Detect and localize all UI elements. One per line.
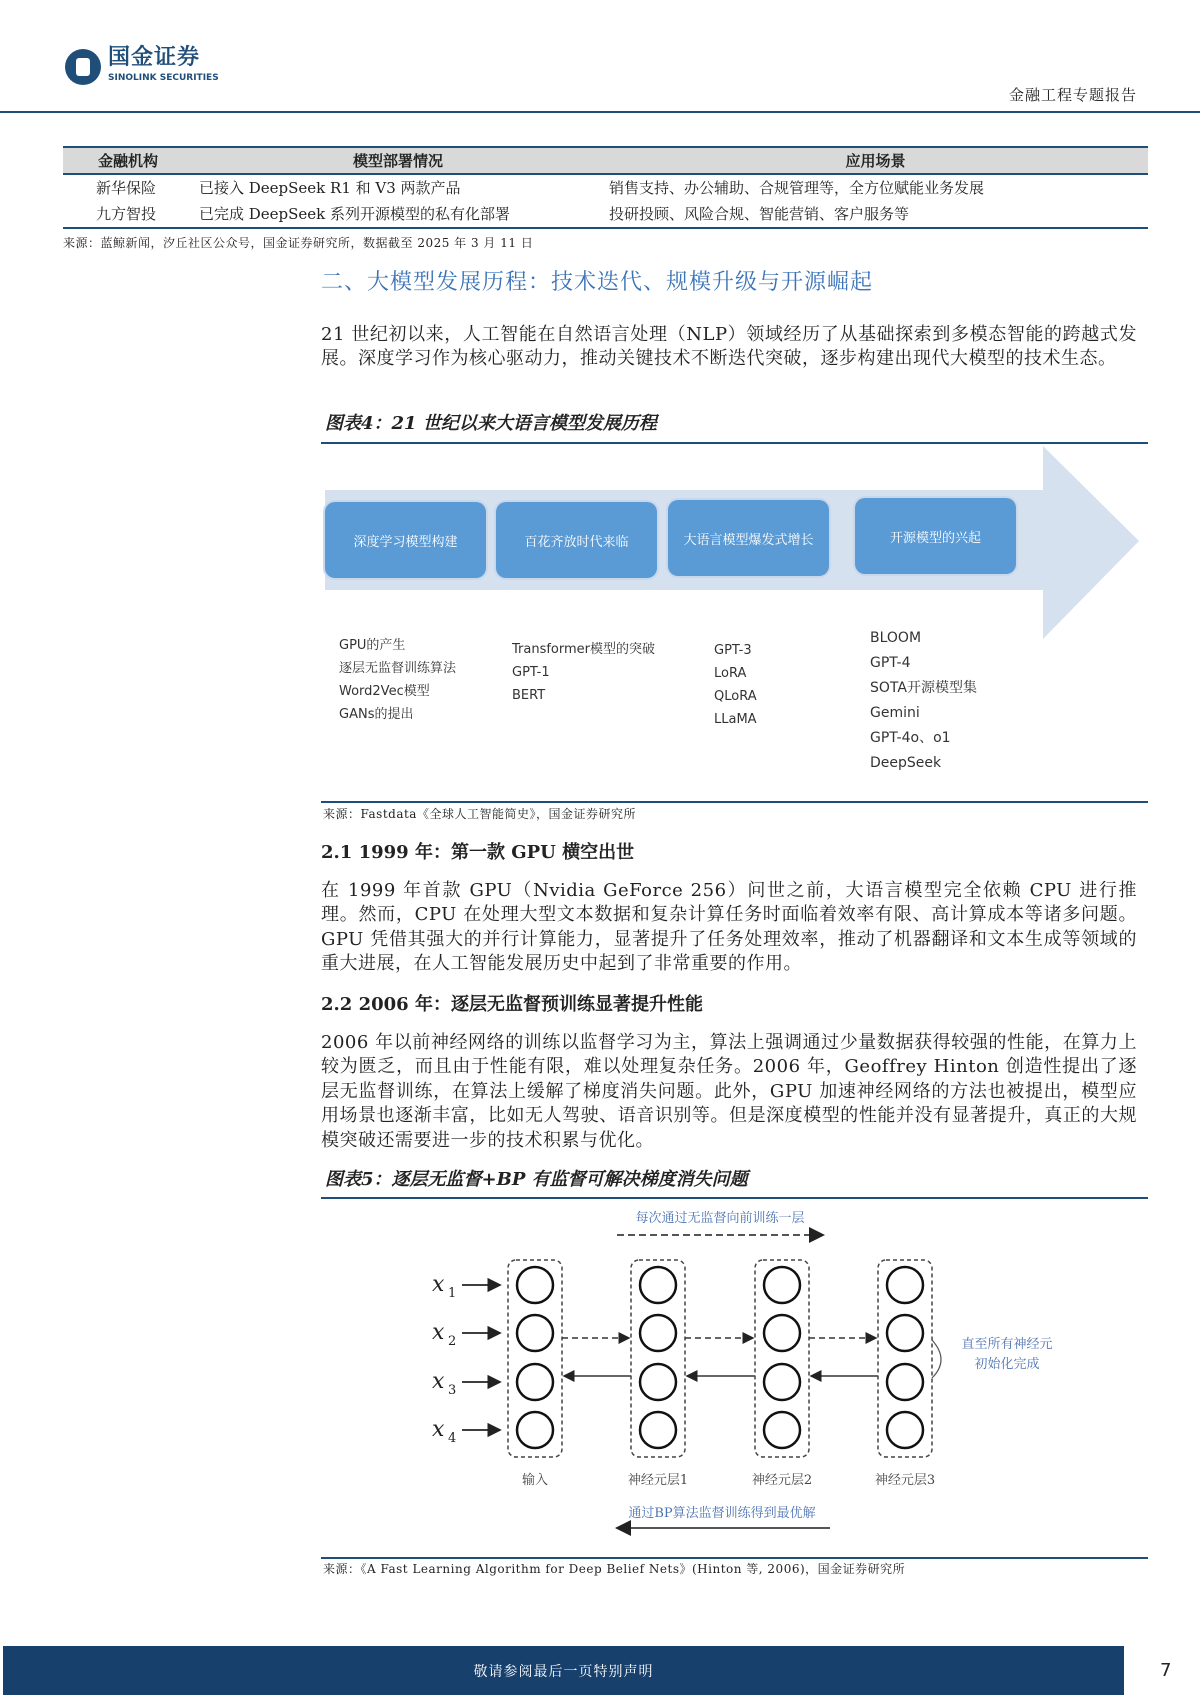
report-type: 金融工程专题报告 xyxy=(1008,86,1137,104)
neuron xyxy=(640,1364,676,1400)
table-cell: 销售支持、办公辅助、合规管理等，全方位赋能业务发展 xyxy=(609,179,985,197)
layer-label: 神经元层1 xyxy=(627,1473,689,1488)
table-header: 模型部署情况 xyxy=(193,147,603,174)
list-item: 逐层无监督训练算法 xyxy=(339,661,457,676)
neuron xyxy=(764,1315,800,1351)
neuron xyxy=(517,1267,553,1303)
list-item: Transformer模型的突破 xyxy=(512,642,656,657)
section-2-2-text: 2006 年以前神经网络的训练以监督学习为主，算法上强调通过少量数据获得较强的性能，在算力上较为匮乏，而且由于性能有限，难以处理复杂任务。2006 年，Geoffrey Hinton 创造性提出了逐层无监督训练，在算法上缓解了梯度消失问题。此外，GPU 加速神经网络的方法也被提出，模型应用场景也逐渐丰富，比如无人驾驶、语音识别等。但是深度模型的性能并没有显著提升，真正的大规模突破还需要进一步的技术积累与优化。 xyxy=(321,1032,1137,1151)
list-item: BERT xyxy=(512,688,546,703)
neuron xyxy=(517,1364,553,1400)
neuron xyxy=(517,1315,553,1351)
table-cell: 已接入 DeepSeek R1 和 V3 两款产品 xyxy=(199,179,461,197)
list-item: GPT-4 xyxy=(870,655,911,671)
input-subscript: 1 xyxy=(448,1286,457,1301)
table-cell: 九方智投 xyxy=(63,201,193,228)
input-subscript: 3 xyxy=(448,1383,457,1398)
list-item: BLOOM xyxy=(870,630,922,646)
figure5-bottom-rule xyxy=(321,1557,1148,1559)
stage-box: 深度学习模型构建 xyxy=(325,502,486,578)
neuron xyxy=(640,1315,676,1351)
list-item: LoRA xyxy=(714,666,747,681)
right-label: 初始化完成 xyxy=(974,1357,1040,1372)
neuron xyxy=(887,1412,923,1448)
neuron xyxy=(764,1364,800,1400)
list-item: GPT-4o、o1 xyxy=(870,730,951,746)
intro-paragraph: 21 世纪初以来，人工智能在自然语言处理（NLP）领域经历了从基础探索到多模态智能的跨越式发展。深度学习作为核心驱动力，推动关键技术不断迭代突破，逐步构建出现代大模型的技术生态。 xyxy=(321,324,1137,370)
page-number: 7 xyxy=(1160,1660,1172,1681)
section-title: 二、大模型发展历程：技术迭代、规模升级与开源崛起 xyxy=(321,270,874,295)
input-label: x xyxy=(432,1417,445,1442)
neuron xyxy=(764,1412,800,1448)
neuron xyxy=(640,1412,676,1448)
bottom-label: 通过BP算法监督训练得到最优解 xyxy=(628,1506,816,1521)
neuron xyxy=(764,1267,800,1303)
neuron xyxy=(887,1267,923,1303)
table-cell: 投研投顾、风险合规、智能营销、客户服务等 xyxy=(603,201,1148,228)
list-item: GPT-1 xyxy=(512,665,550,680)
neuron xyxy=(517,1412,553,1448)
top-label: 每次通过无监督向前训练一层 xyxy=(635,1211,805,1226)
stage-box: 百花齐放时代来临 xyxy=(496,502,657,578)
bracket xyxy=(932,1340,941,1378)
list-item: GANs的提出 xyxy=(339,707,414,722)
footer-notice: 敬请参阅最后一页特别声明 xyxy=(473,1663,654,1680)
logo-text: 国金证券 xyxy=(108,45,201,70)
table-header: 应用场景 xyxy=(603,147,1148,174)
layer-label: 神经元层3 xyxy=(874,1473,936,1488)
neuron xyxy=(640,1267,676,1303)
list-item: QLoRA xyxy=(714,689,757,704)
input-label: x xyxy=(432,1272,445,1297)
neuron xyxy=(887,1364,923,1400)
list-item: Word2Vec模型 xyxy=(339,684,430,699)
figure4-title: 图表4：21 世纪以来大语言模型发展历程 xyxy=(325,413,657,434)
list-item: GPT-3 xyxy=(714,643,752,658)
input-label: x xyxy=(432,1320,445,1345)
table-cell: 新华保险 xyxy=(96,179,157,197)
section-2-1-text: 在 1999 年首款 GPU（Nvidia GeForce 256）问世之前，大语言模型完全依赖 CPU 进行推理。然而，CPU 在处理大型文本数据和复杂计算任务时面临着效率有限、高计算成本等诸多问题。GPU 凭借其强大的并行计算能力，显著提升了任务处理效率，推动了机器翻译和文本生成等领域的重大进展，在人工智能发展历史中起到了非常重要的作用。 xyxy=(321,880,1137,975)
input-subscript: 2 xyxy=(448,1334,457,1349)
list-item: Gemini xyxy=(870,705,920,721)
figure5-title: 图表5：逐层无监督+BP 有监督可解决梯度消失问题 xyxy=(325,1169,748,1190)
logo-subtext: SINOLINK SECURITIES xyxy=(108,73,219,83)
figure4-source: 来源：Fastdata《全球人工智能简史》，国金证券研究所 xyxy=(323,807,636,821)
list-item: LLaMA xyxy=(714,712,757,727)
stage-box: 开源模型的兴起 xyxy=(855,498,1016,574)
input-label: x xyxy=(432,1369,445,1394)
footer-bar xyxy=(3,1646,1124,1695)
section-2-2-heading: 2.2 2006 年：逐层无监督预训练显著提升性能 xyxy=(321,994,703,1015)
table-cell: 已完成 DeepSeek 系列开源模型的私有化部署 xyxy=(193,201,603,228)
list-item: SOTA开源模型集 xyxy=(870,680,977,696)
list-item: GPU的产生 xyxy=(339,638,406,653)
layer-label: 输入 xyxy=(521,1473,549,1488)
table-source: 来源：蓝鲸新闻，汐丘社区公众号，国金证券研究所，数据截至 2025 年 3 月 11 日 xyxy=(63,236,534,250)
neuron xyxy=(887,1315,923,1351)
section-2-1-heading: 2.1 1999 年：第一款 GPU 横空出世 xyxy=(321,842,635,863)
figure5-source: 来源：《A Fast Learning Algorithm for Deep Belief Nets》(Hinton 等, 2006)，国金证券研究所 xyxy=(323,1562,906,1576)
stage-box: 大语言模型爆发式增长 xyxy=(668,500,829,576)
right-label: 直至所有神经元 xyxy=(961,1337,1053,1352)
list-item: DeepSeek xyxy=(870,755,942,771)
input-subscript: 4 xyxy=(448,1431,457,1446)
layer-label: 神经元层2 xyxy=(751,1473,813,1488)
table-header: 金融机构 xyxy=(63,147,193,174)
